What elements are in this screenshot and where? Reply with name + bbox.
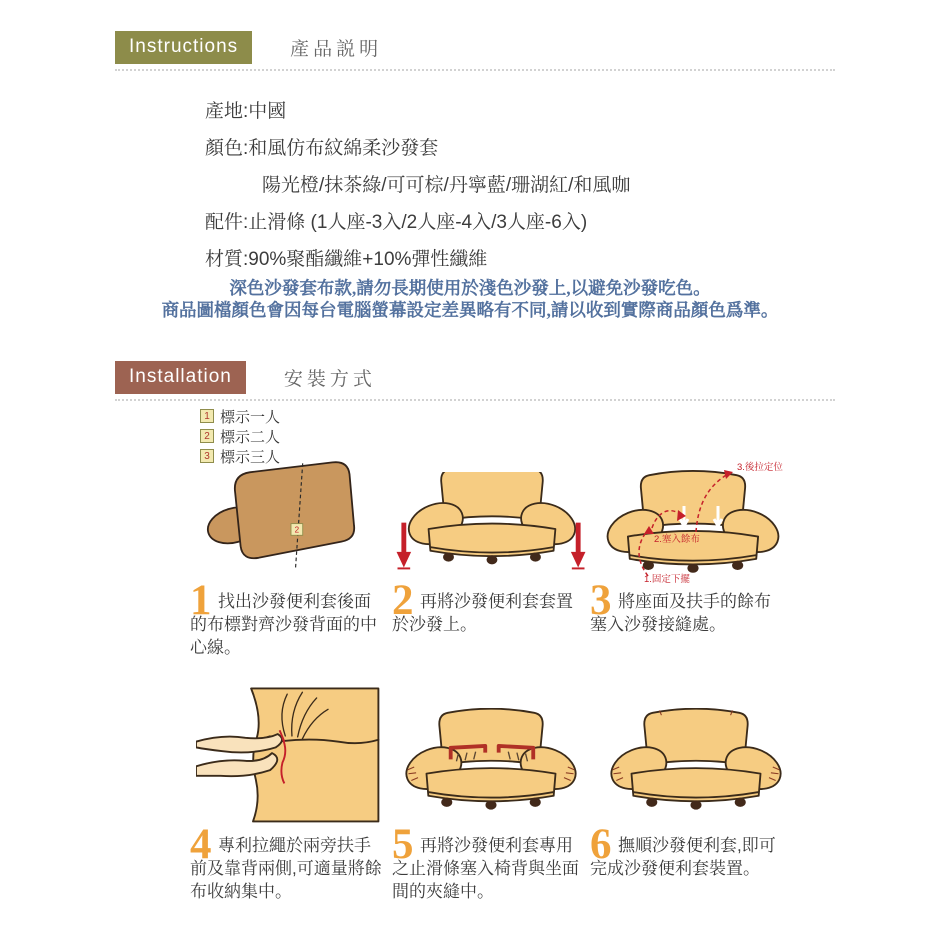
notice-line-1: 深色沙發套布款,請勿長期使用於淺色沙發上,以避免沙發吃色。 — [229, 278, 711, 298]
info-line-color — [205, 137, 630, 161]
step-number: 2 — [392, 577, 414, 624]
step5-illustration — [392, 676, 590, 828]
step-1 — [190, 577, 392, 676]
info-line-material — [205, 248, 630, 272]
legend-item-2: 2 標示二人 — [200, 428, 280, 444]
diagram-label-3: 3.後拉定位 — [737, 462, 783, 473]
install-section-title: 安裝方式 — [283, 369, 376, 390]
finished-sofa-image — [600, 708, 792, 828]
info-value: 陽光橙/抹茶綠/可可棕/丹寧藍/珊湖紅/和風咖 — [262, 175, 631, 196]
step3-illustration — [590, 452, 802, 584]
step-2 — [392, 577, 590, 676]
info-value: 中國 — [248, 101, 287, 122]
product-info — [205, 100, 630, 285]
installation-badge: Installation — [115, 361, 246, 394]
step-number: 5 — [392, 821, 414, 868]
step-description: 找出沙發便利套後面的布標對齊沙發背面的中心線。 — [190, 592, 377, 657]
step-description: 再將沙發便利套專用之止滑條塞入椅背與坐面間的夾縫中。 — [392, 836, 579, 901]
info-label: 產地: — [205, 101, 249, 122]
sofa-back-view-image — [201, 456, 381, 584]
legend-number-box: 1 — [200, 409, 214, 423]
info-value: 90%聚酯纖維+10%彈性纖維 — [248, 249, 488, 270]
diagram-label-2: 2.塞入餘布 — [654, 534, 700, 545]
info-label: 材質: — [205, 249, 249, 270]
step-number: 6 — [590, 821, 612, 868]
step-6 — [590, 821, 802, 903]
info-line-accessory — [205, 211, 630, 235]
notice-line-2: 商品圖檔顏色會因每台電腦螢幕設定差異略有不同,請以收到實際商品顏色爲準。 — [161, 300, 779, 320]
diagram-label-1: 1.固定下擺 — [644, 574, 690, 584]
legend-item-3: 3 標示三人 — [200, 448, 280, 464]
installation-steps — [190, 452, 802, 903]
svg-text:2: 2 — [294, 525, 300, 535]
info-value: 止滑條 (1人座-3入/2人座-4入/3人座-6入) — [248, 212, 588, 233]
info-label: 顏色: — [205, 138, 249, 159]
sofa-grip-strip-image — [395, 708, 587, 828]
info-value: 和風仿布紋綿柔沙發套 — [248, 138, 439, 159]
step-number: 4 — [190, 821, 212, 868]
info-line-origin — [205, 100, 630, 124]
color-notice — [100, 277, 840, 321]
step4-illustration — [190, 676, 392, 828]
step-4 — [190, 821, 392, 903]
step-description: 再將沙發便利套套置於沙發上。 — [392, 592, 573, 634]
step6-illustration — [590, 676, 802, 828]
step-description: 專利拉繩於兩旁扶手前及靠背兩側,可適量將餘布收納集中。 — [190, 836, 382, 901]
product-section-header — [115, 31, 835, 71]
step-description: 將座面及扶手的餘布塞入沙發接縫處。 — [590, 592, 771, 634]
instructions-badge: Instructions — [115, 31, 252, 64]
product-section-title: 產品説明 — [290, 39, 383, 60]
step-5 — [392, 821, 590, 903]
drawstring-hands-image — [196, 680, 386, 828]
info-label: 配件: — [205, 212, 249, 233]
legend-number-box: 2 — [200, 429, 214, 443]
step-number: 3 — [590, 577, 612, 624]
legend-item-1: 1 標示一人 — [200, 408, 280, 424]
step2-illustration — [392, 452, 590, 584]
sofa-with-arrows-image — [393, 472, 589, 584]
step1-illustration — [190, 452, 392, 584]
one-seat-tag — [291, 524, 303, 536]
info-line-color-options — [262, 174, 630, 198]
step-description: 撫順沙發便利套,即可完成沙發便利套裝置。 — [590, 836, 776, 878]
legend-number-box: 3 — [200, 449, 214, 463]
step-number: 1 — [190, 577, 212, 624]
sofa-tuck-diagram-image — [592, 454, 800, 584]
install-section-header — [115, 361, 835, 401]
